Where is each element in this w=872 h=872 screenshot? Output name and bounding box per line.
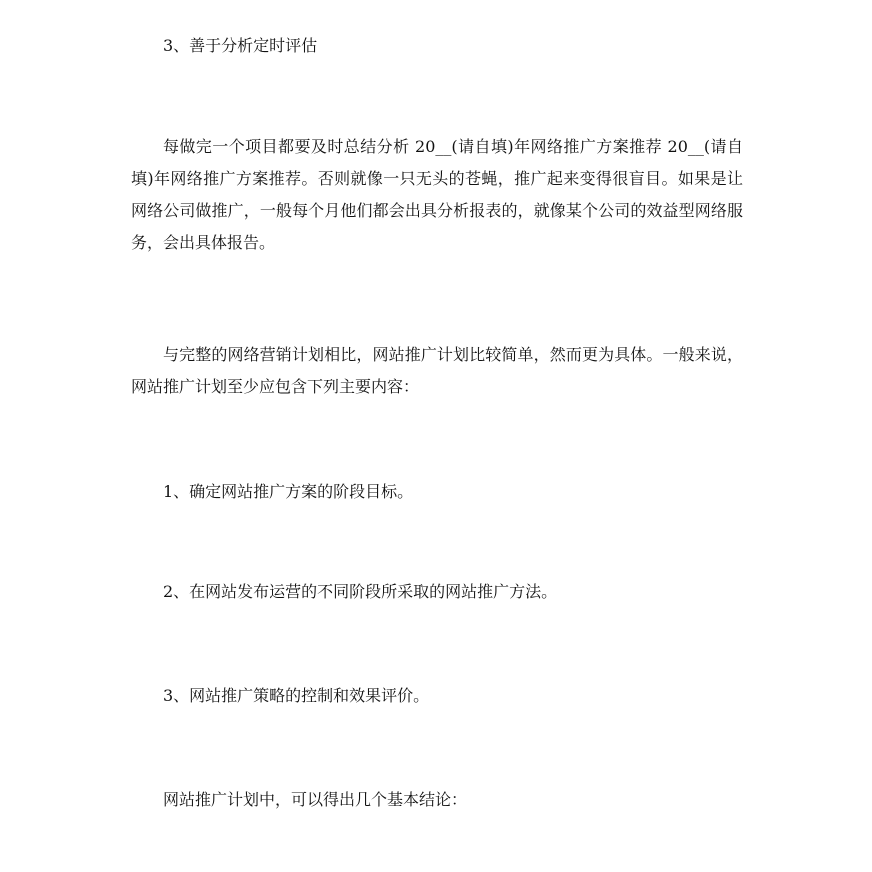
paragraph-conclusions-intro: 网站推广计划中，可以得出几个基本结论： bbox=[163, 790, 468, 809]
paragraph-project-summary: 每做完一个项目都要及时总结分析 20__(请自填)年网络推广方案推荐 20__(请自填)年网络推广方案推荐。否则就像一只无头的苍蝇，推广起来变得很盲目。如果是让网络公司做推广，一般每个月他们都会出具分析报表的，就像某个公司的效益型网络服务，会出具体报告。 bbox=[131, 137, 743, 252]
paragraph-heading-evaluate: 3、善于分析定时评估 bbox=[163, 36, 318, 55]
list-item-strategy-control: 3、网站推广策略的控制和效果评价。 bbox=[163, 686, 430, 705]
list-item-stage-goals: 1、确定网站推广方案的阶段目标。 bbox=[163, 482, 414, 501]
paragraph-plan-comparison: 与完整的网络营销计划相比，网站推广计划比较简单，然而更为具体。一般来说，网站推广计划至少应包含下列主要内容： bbox=[131, 345, 743, 396]
list-item-promotion-methods: 2、在网站发布运营的不同阶段所采取的网站推广方法。 bbox=[163, 582, 558, 601]
